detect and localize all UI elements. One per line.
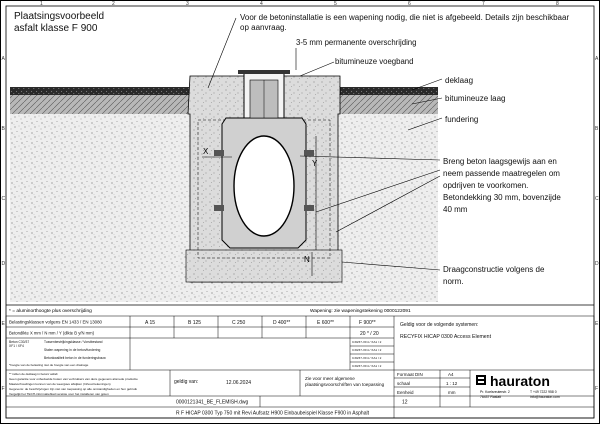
channel-flange-left	[214, 205, 224, 211]
scale-value: 1 : 12	[446, 381, 458, 386]
concrete-code: C30/37-XF4 / XA1 / 2	[352, 364, 382, 368]
callout-deklaag: deklaag	[445, 76, 474, 85]
concrete-code: C30/37-XF4 / XA1 / 2	[352, 348, 382, 352]
callout-breng-beton: 40 mm	[443, 205, 468, 214]
load-class: B 125	[188, 320, 202, 326]
row-letter: F	[595, 386, 599, 392]
legend-right: Wapening: zie wapeningstekening 0000122091	[310, 309, 411, 314]
scale-label: schaal	[397, 381, 411, 386]
callout-fundering: fundering	[445, 115, 479, 124]
drawing-description: R F HICAP 0300 Typ 750 mit Revi Aufsatz H900 Einbaubeispiel Klasse F900 in Asphalt	[176, 410, 369, 417]
system-name: RECYFIX HICAP 0300 Access Element	[400, 334, 492, 340]
load-class: A 15	[145, 320, 156, 326]
spec-note: XF1 / XF4	[9, 344, 24, 348]
contact-line: T +49 7222 958 0	[530, 390, 557, 394]
callout-breng-beton: Betondekking 30 mm, bovenzijde	[443, 193, 561, 202]
row-letter: E	[595, 321, 599, 327]
callout-breng-beton: neem passende maatregelen om	[443, 169, 560, 178]
logo-mark	[476, 375, 486, 385]
callout-breng-beton: Breng beton laagsgewijs aan en	[443, 157, 557, 166]
column-number: 8	[556, 1, 559, 7]
column-number: 5	[334, 1, 337, 7]
column-number: 6	[408, 1, 411, 7]
row-letter: C	[595, 196, 599, 202]
channel-flange-right	[304, 150, 314, 156]
format-value: A4	[448, 372, 454, 377]
file-name: 0000121341_BE_FLEMISH.dwg	[176, 399, 249, 406]
unit-label: Eenheid	[397, 390, 414, 395]
reinforcement-note-line2: op aanvraag.	[240, 23, 287, 32]
general-note: Zie voor meer algemene	[305, 376, 355, 381]
spec-note: *hoogte van de belasting niet de hoogte van een drainage	[9, 363, 89, 367]
contact-line: info@hauraton.com	[530, 395, 560, 399]
disclaimer-note: Geen garantie voor onbedoelde fouten van verbruikers van deze gegevens alsmede productie	[9, 377, 138, 381]
callout-voegband: bitumineuze voegband	[335, 57, 414, 66]
asphalt-surface-right	[330, 87, 438, 95]
channel-flange-left	[214, 150, 224, 156]
row-letter: D	[1, 261, 6, 267]
callout-draagconstructie: Draagconstructie volgens de	[443, 265, 545, 274]
label-x: X	[203, 147, 209, 156]
drain-cavity	[234, 136, 294, 236]
concrete-thickness-label: Betondikte X mm / N mm / Y (dikte B y/N mm)	[9, 330, 95, 336]
legend-left: * = aluminorthoogte plus overschrijding	[9, 309, 92, 314]
spec-note: Stalen wapening in de beton/fundering	[44, 348, 101, 352]
valid-from-label: geldig van:	[174, 379, 199, 385]
channel-flange-right	[304, 205, 314, 211]
callout-draagconstructie: norm.	[443, 277, 464, 286]
disclaimer-note: Maatverhoudingen kunnen van de weergave afwijken (Inhoud tekeningen)	[9, 382, 111, 386]
row-letter: D	[595, 261, 599, 267]
concrete-code: C30/37-XF4 / XA1 / 2	[352, 340, 382, 344]
column-number: 3	[186, 1, 189, 7]
valid-from-value: 12.06.2024	[226, 380, 252, 386]
page-number: 12	[402, 399, 408, 406]
column-number: 7	[482, 1, 485, 7]
disclaimer-note: Gegevens: de beschrijvingen zijn niet van toepassing op alle omstandigheden en hun gebruik	[9, 387, 137, 391]
title-line2: asfalt klasse F 900	[14, 23, 98, 34]
contact-line: Pr. Koelsreuterstr. 2	[480, 390, 510, 394]
base-slab	[186, 250, 342, 282]
concrete-thickness-value: 20 * / 20	[360, 331, 379, 337]
row-letter: A	[1, 56, 5, 62]
load-class: F 900**	[359, 320, 376, 326]
bitumen-layer-right	[330, 95, 438, 114]
column-number: 1	[40, 1, 43, 7]
logo-wordmark: hauraton	[490, 373, 550, 389]
concrete-code: C30/37-XF4 / XA1 / 2	[352, 356, 382, 360]
row-letter: E	[1, 321, 5, 327]
column-number: 2	[112, 1, 115, 7]
bitumen-layer-left	[10, 95, 204, 114]
label-n: N	[304, 255, 310, 264]
load-class: D 400**	[273, 320, 291, 326]
spec-note: Tussenbestrijkingsklasse / Vorstbestand	[44, 340, 103, 344]
label-y: Y	[312, 159, 318, 168]
spec-note: Beton C30/37	[9, 340, 30, 344]
unit-value: mm	[448, 390, 456, 395]
disclaimer-note: ** indien de deklaag in beton/ asfalt	[9, 372, 58, 376]
load-class: C 250	[232, 320, 246, 326]
callout-bitumineuze-laag: bitumineuze laag	[445, 94, 506, 103]
row-letter: F	[1, 386, 5, 392]
load-class: E 600**	[317, 320, 334, 326]
row-letter: C	[1, 196, 6, 202]
frame-top	[238, 70, 290, 74]
callout-breng-beton: opdrijven te voorkomen.	[443, 181, 529, 190]
column-number: 4	[260, 1, 263, 7]
row-letter: B	[1, 126, 5, 132]
asphalt-surface-left	[10, 87, 204, 95]
format-label: Formaat DIN	[397, 372, 423, 377]
row-letter: A	[595, 56, 599, 62]
contact-line: 76437 Rastatt	[480, 395, 502, 399]
callout-overschrijding: 3-5 mm permanente overschrijding	[296, 38, 417, 47]
general-note: plaatsingsvoorschriften van toepassing	[305, 382, 385, 387]
spec-note: Betonkwaliteit beton in de funderingsbouw	[44, 356, 106, 360]
disclaimer-note: Vergelijk het TECH-informatieblad vereiste voor het installeren van goten	[9, 392, 109, 396]
title-line1: Plaatsingsvoorbeeld	[14, 11, 105, 22]
valid-for-label: Geldig voor de volgende systemen:	[400, 322, 479, 328]
reinforcement-note-line1: Voor de betoninstallatie is een wapening nodig, die niet is afgebeeld. Details zijn beschikbaar	[240, 13, 570, 22]
load-class-label: Belastingsklassen volgens EN 1433 / EN 13080	[9, 319, 102, 325]
cross-section	[10, 70, 438, 302]
row-letter: B	[595, 126, 599, 132]
